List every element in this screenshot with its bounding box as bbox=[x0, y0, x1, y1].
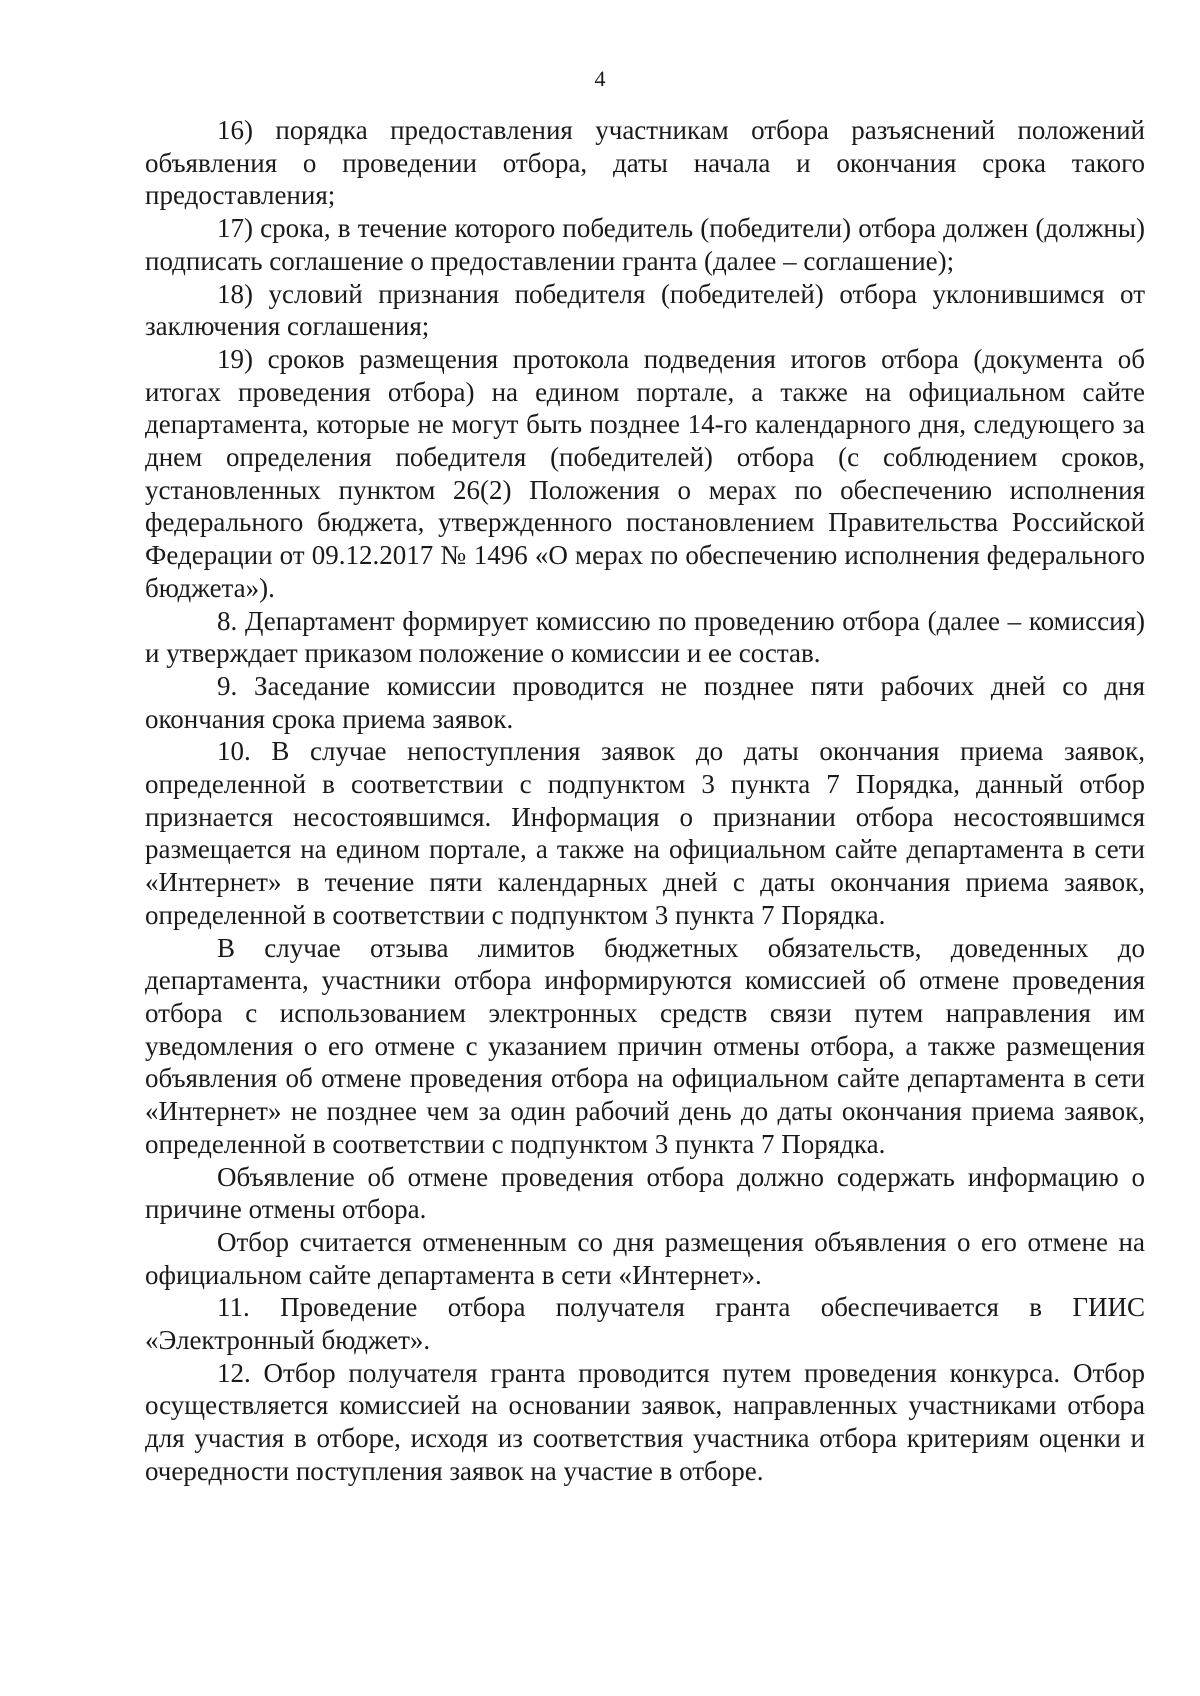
paragraph-clause-10: 10. В случае непоступления заявок до даты окончания приема заявок, определенной в соответствии с подпунктом 3 пункта 7 Порядка, данный отбор признается несостоявшимся. Информация о признании отбора несостоявшимся размещается на едином портале, а также на официальном сайте департамента в сети «Интернет» в течение пяти календарных дней с даты окончания приема заявок, определенной в соответствии с подпунктом 3 пункта 7 Порядка. bbox=[145, 736, 1145, 930]
paragraph-clause-12: 12. Отбор получателя гранта проводится путем проведения конкурса. Отбор осуществляется комиссией на основании заявок, направленных участниками отбора для участия в отборе, исходя из соответствия участника отбора критериям оценки и очередности поступления заявок на участие в отборе. bbox=[145, 1357, 1145, 1486]
paragraph-clause-10-cancelled: Отбор считается отмененным со дня размещения объявления о его отмене на официальном сайте департамента в сети «Интернет». bbox=[145, 1226, 1145, 1290]
paragraph-clause-11: 11. Проведение отбора получателя гранта обеспечивается в ГИИС «Электронный бюджет». bbox=[145, 1292, 1145, 1356]
paragraph-item-16: 16) порядка предоставления участникам отбора разъяснений положений объявления о проведении отбора, даты начала и окончания срока такого предоставления; bbox=[145, 115, 1145, 211]
paragraph-clause-10-announcement: Объявление об отмене проведения отбора должно содержать информацию о причине отмены отбора. bbox=[145, 1161, 1145, 1225]
paragraph-item-18: 18) условий признания победителя (победителей) отбора уклонившимся от заключения соглашения; bbox=[145, 278, 1145, 342]
paragraph-clause-10-limits: В случае отзыва лимитов бюджетных обязательств, доведенных до департамента, участники отбора информируются комиссией об отмене проведения отбора с использованием электронных средств связи путем направления им уведомления о его отмене с указанием причин отмены отбора, а также размещения объявления об отмене проведения отбора на официальном сайте департамента в сети «Интернет» не позднее чем за один рабочий день до даты окончания приема заявок, определенной в соответствии с подпунктом 3 пункта 7 Порядка. bbox=[145, 932, 1145, 1159]
paragraph-item-17: 17) срока, в течение которого победитель (победители) отбора должен (должны) подписать соглашение о предоставлении гранта (далее – соглашение); bbox=[145, 213, 1145, 276]
paragraph-clause-8: 8. Департамент формирует комиссию по проведению отбора (далее – комиссия) и утверждает приказом положение о комиссии и ее состав. bbox=[145, 605, 1145, 669]
document-body bbox=[145, 114, 1145, 1488]
paragraph-item-19: 19) сроков размещения протокола подведения итогов отбора (документа об итогах проведения отбора) на едином портале, а также на официальном сайте департамента, которые не могут быть позднее 14-го календарного дня, следующего за днем определения победителя (победителей) отбора (с соблюдением сроков, установленных пунктом 26(2) Положения о мерах по обеспечению исполнения федерального бюджета, утвержденного постановлением Правительства Российской Федерации от 09.12.2017 № 1496 «О мерах по обеспечению исполнения федерального бюджета»). bbox=[145, 343, 1145, 603]
paragraph-clause-9: 9. Заседание комиссии проводится не позднее пяти рабочих дней со дня окончания срока приема заявок. bbox=[145, 670, 1145, 734]
page-number: 4 bbox=[594, 66, 606, 91]
